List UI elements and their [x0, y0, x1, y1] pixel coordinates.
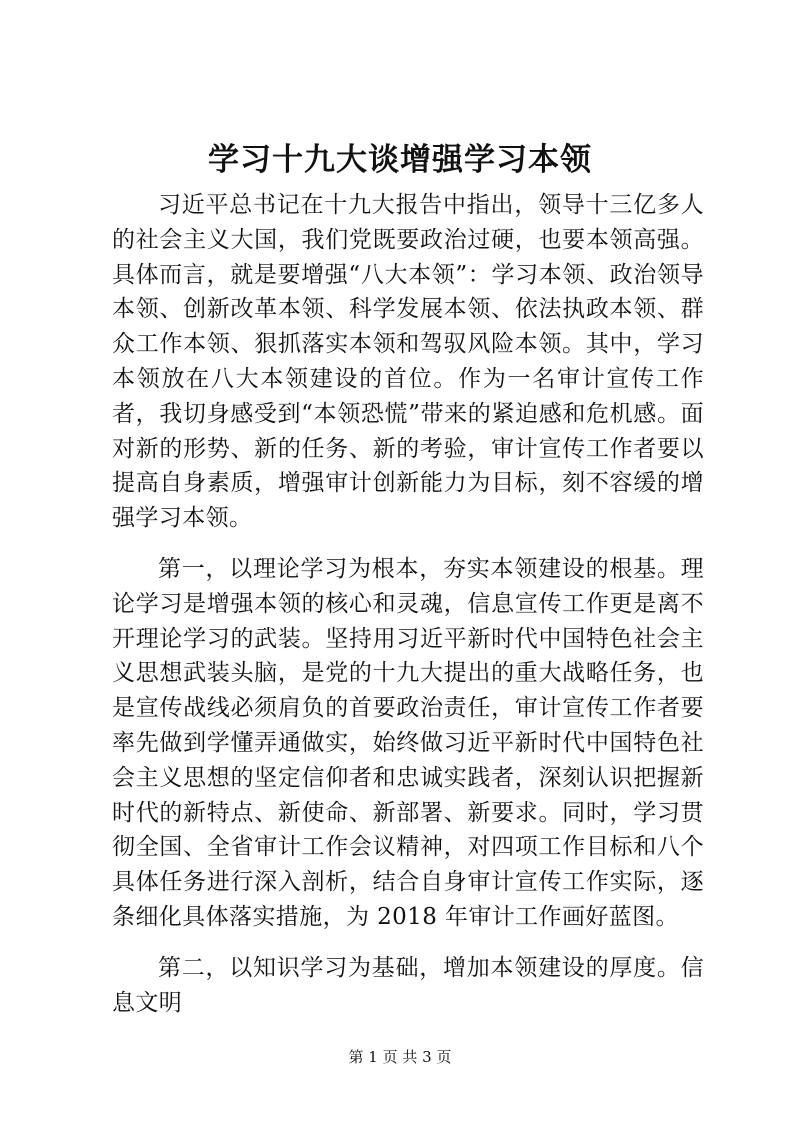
paragraph-intro: 习近平总书记在十九大报告中指出，领导十三亿多人的社会主义大国，我们党既要政治过硬，也要本领高强。具体而言，就是要增强“八大本领”：学习本领、政治领导本领、创新改革本领、科学发展本领、依法执政本领、群众工作本领、狠抓落实本领和驾驭风险本领。其中，学习本领放在八大本领建设的首位。作为一名审计宣传工作者，我切身感受到“本领恐慌”带来的紧迫感和危机感。面对新的形势、新的任务、新的考验，审计宣传工作者要以提高自身素质，增强审计创新能力为目标，刻不容缓的增强学习本领。: [112, 192, 704, 532]
paragraph-knowledge-study: 第二，以知识学习为基础，增加本领建设的厚度。信息文明: [112, 954, 704, 1016]
paragraph-theory-study: 第一，以理论学习为根本，夯实本领建设的根基。理论学习是增强本领的核心和灵魂，信息宣传工作更是离不开理论学习的武装。坚持用习近平新时代中国特色社会主义思想武装头脑，是党的十九大提出的重大战略任务，也是宣传战线必须肩负的首要政治责任，审计宣传工作者要率先做到学懂弄通做实，始终做习近平新时代中国特色社会主义思想的坚定信仰者和忠诚实践者，深刻认识把握新时代的新特点、新使命、新部署、新要求。同时，学习贯彻全国、全省审计工作会议精神，对四项工作目标和八个具体任务进行深入剖析，结合自身审计宣传工作实际，逐条细化具体落实措施，为 2018 年审计工作画好蓝图。: [112, 555, 704, 930]
document-title: 学习十九大谈增强学习本领: [208, 142, 592, 178]
document-body: [112, 188, 704, 1020]
page-footer: 第 1 页 共 3 页: [348, 1048, 452, 1066]
